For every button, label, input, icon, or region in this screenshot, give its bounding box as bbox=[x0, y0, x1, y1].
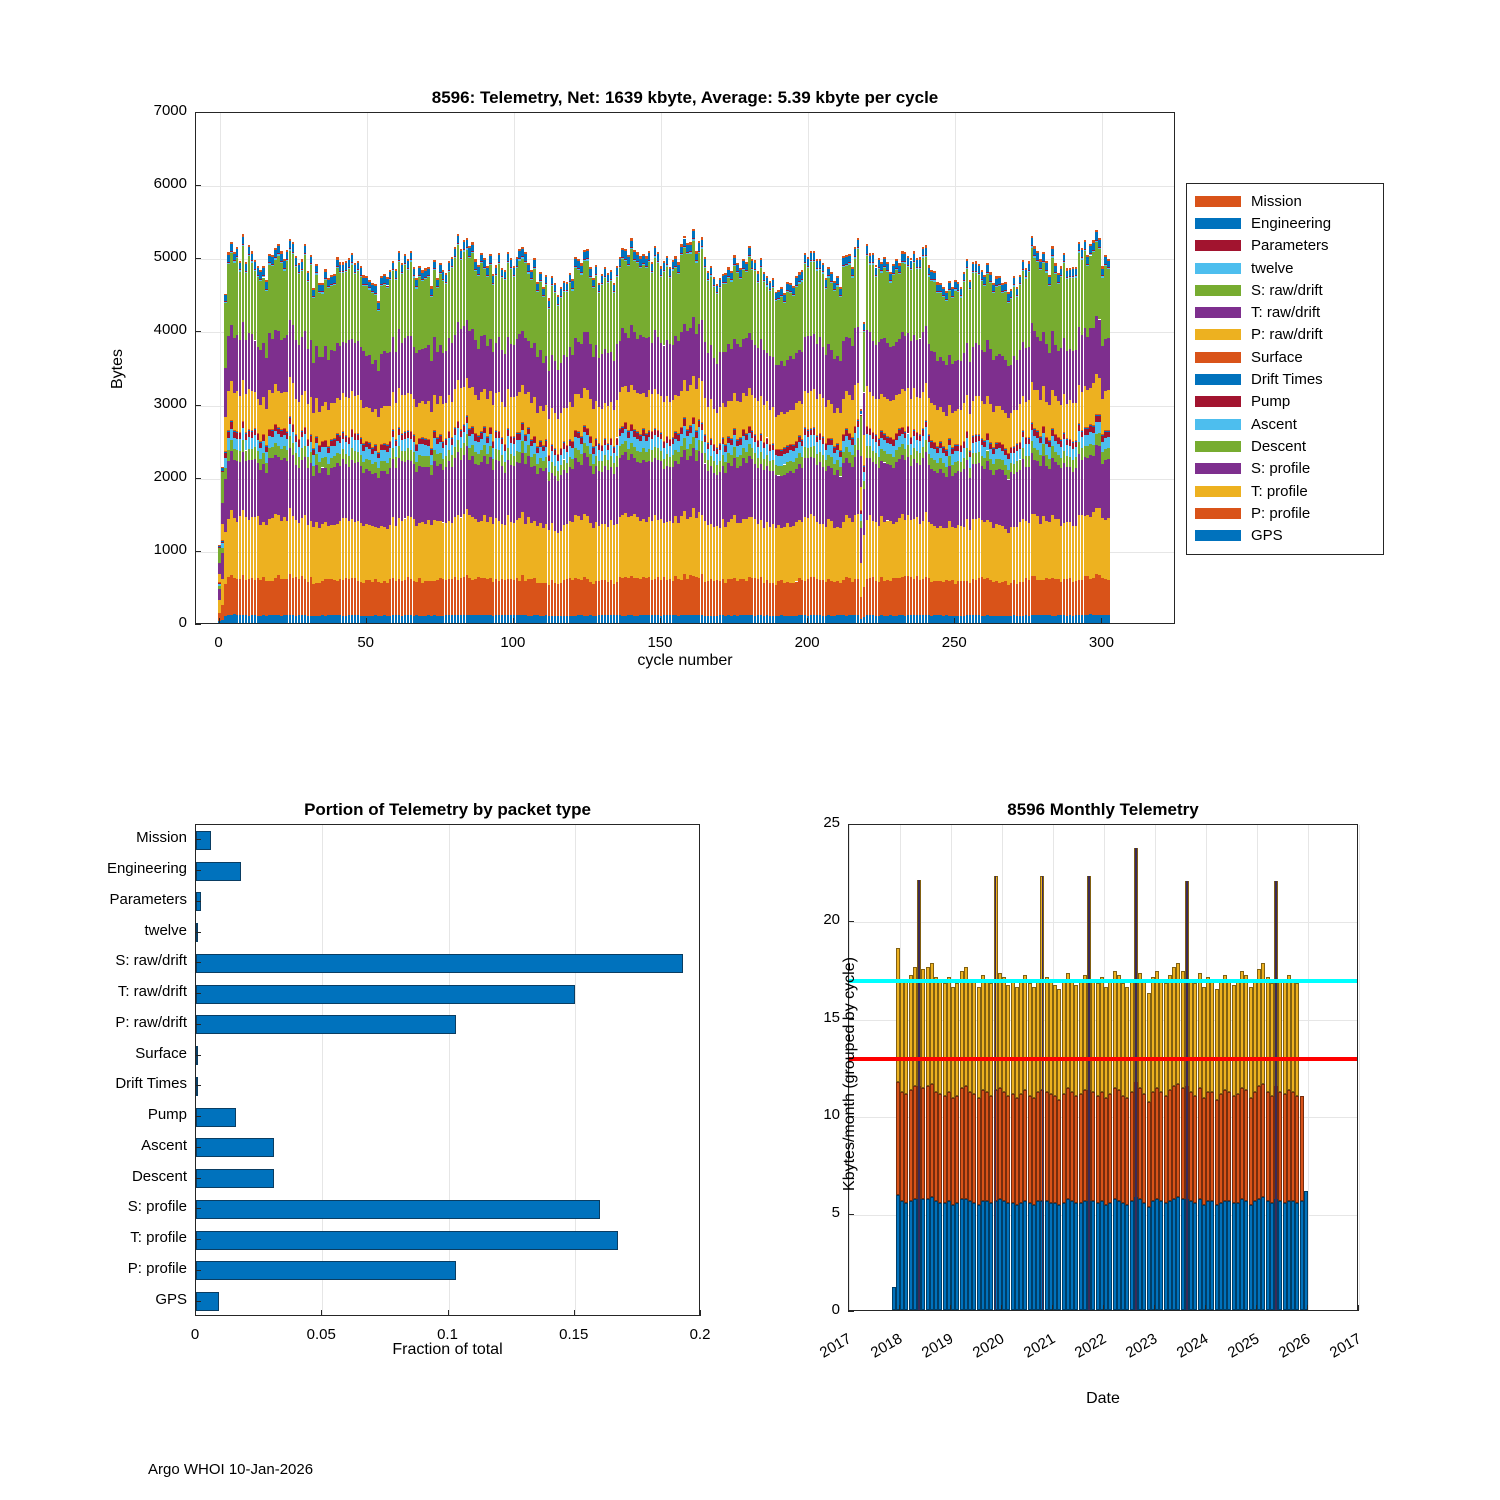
top-chart-bars bbox=[196, 113, 1174, 623]
top-chart-title: 8596: Telemetry, Net: 1639 kbyte, Average: 5.39 kbyte per cycle bbox=[431, 88, 939, 107]
telemetry-per-cycle-chart bbox=[195, 112, 1175, 624]
